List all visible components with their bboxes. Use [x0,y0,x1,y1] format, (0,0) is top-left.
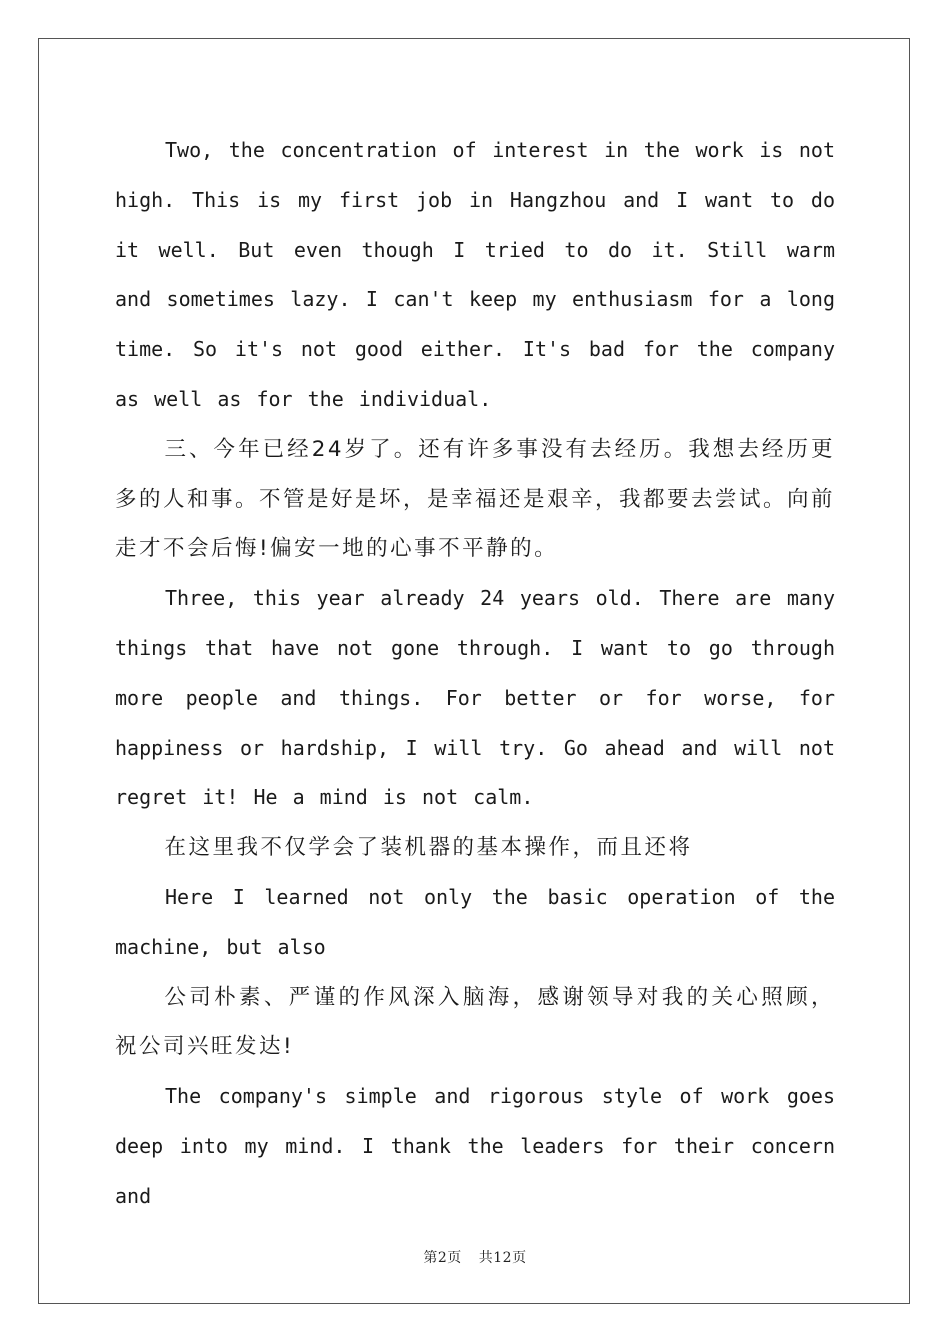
paragraph-en-interest: Two, the concentration of interest in the work is not high. This is my first job in Hangzhou and I want to do it well. But even though I tried to do it. Still warm and sometimes lazy. I can't keep my enthusiasm for a long time. So it's not good either. It's bad for the company as well as for the individual. [115,138,835,411]
page-total: 共12页 [478,1250,527,1266]
page-number: 第2页 [423,1250,462,1266]
paragraph-cn-age: 三、今年已经24岁了。还有许多事没有去经历。我想去经历更多的人和事。不管是好是坏，是幸福还是艰辛，我都要去尝试。向前走才不会后悔!偏安一地的心事不平静的。 [115,436,836,562]
page-footer [0,1247,950,1267]
paragraph-en-learned: Here I learned not only the basic operation of the machine, but also [115,884,835,959]
paragraph-cn-learned: 在这里我不仅学会了装机器的基本操作，而且还将 [164,835,693,861]
paragraph-en-age: Three, this year already 24 years old. There are many things that have not gone through. I want to go through more people and things. For better or for worse, for happiness or hardship, I will try. Go ahead and will not regret it! He a mind is not calm. [115,586,835,810]
paragraph-en-company: The company's simple and rigorous style of work goes deep into my mind. I thank the leaders for their concern and [115,1084,835,1208]
paragraph-cn-company: 公司朴素、严谨的作风深入脑海，感谢领导对我的关心照顾，祝公司兴旺发达! [115,984,835,1060]
document-body [115,126,835,1222]
